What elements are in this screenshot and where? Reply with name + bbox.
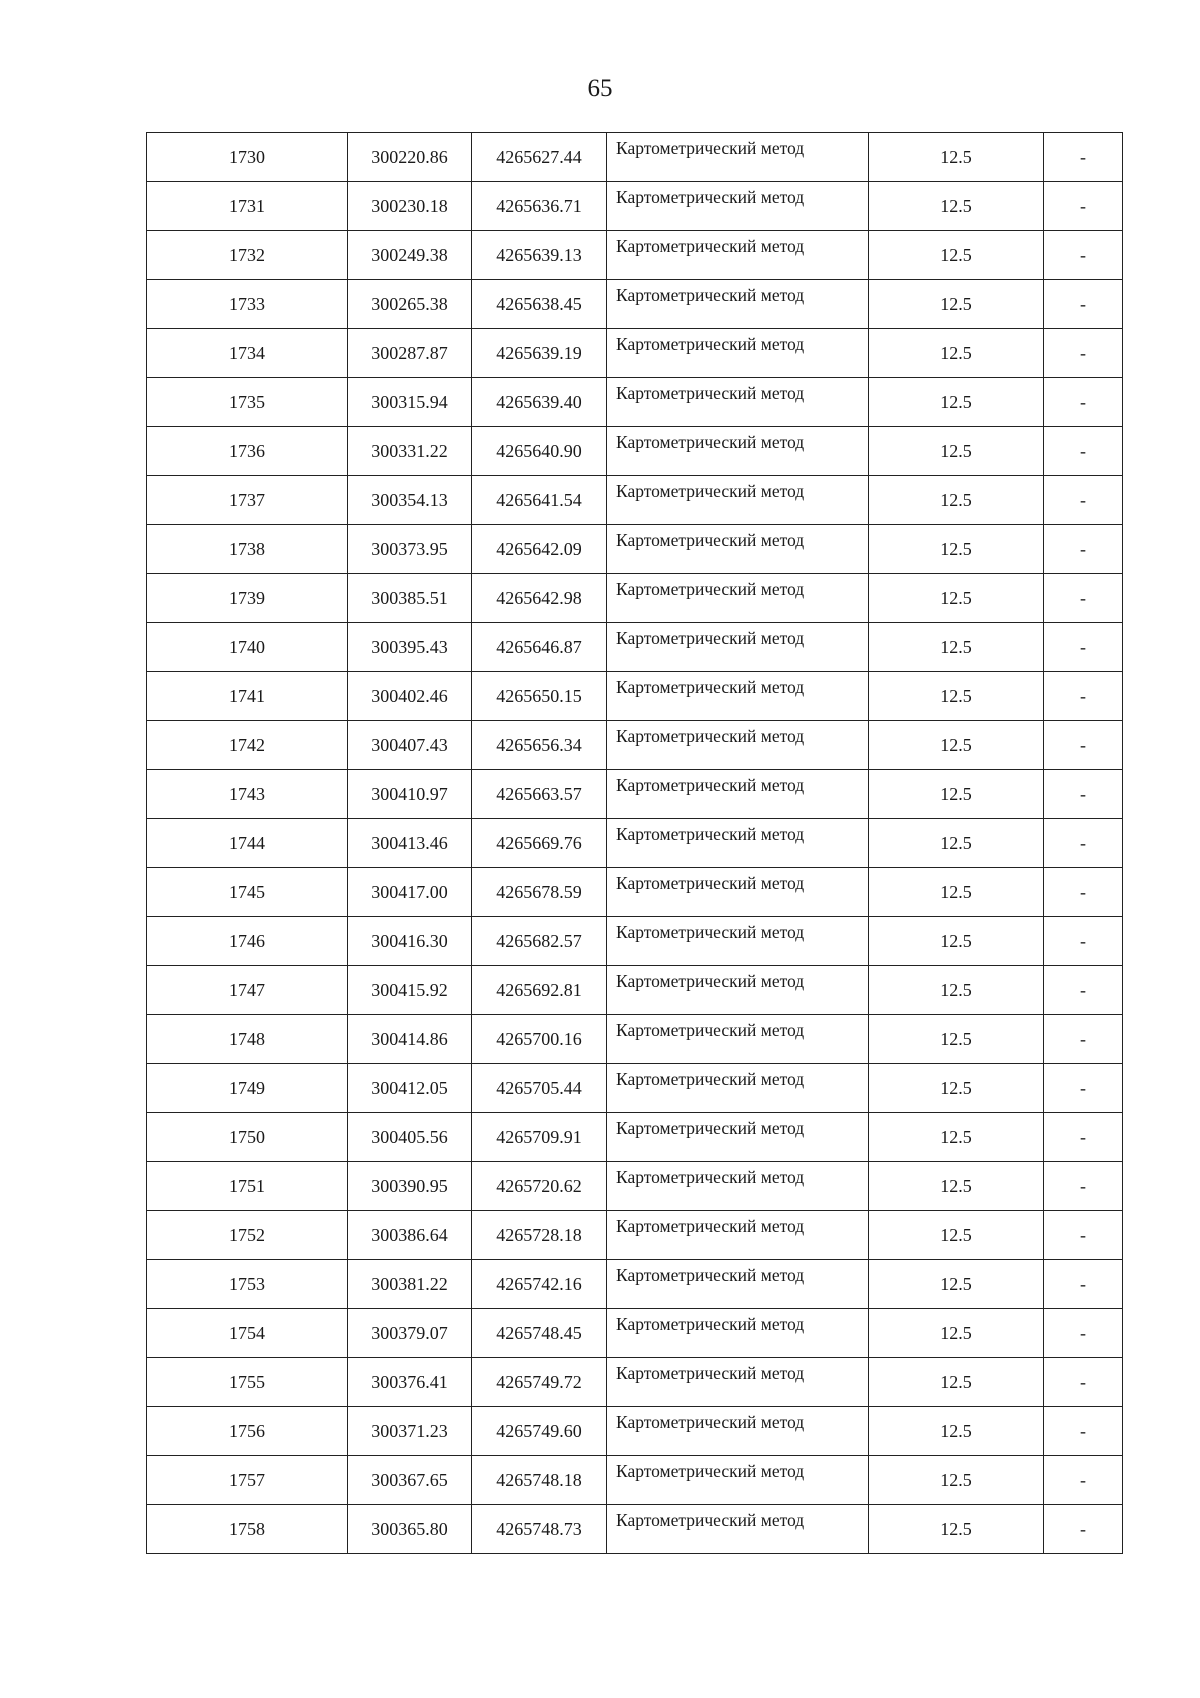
y-coordinate-cell: 4265709.91 [472, 1113, 607, 1162]
note-cell: - [1044, 525, 1123, 574]
y-coordinate-cell: 4265663.57 [472, 770, 607, 819]
point-number-cell: 1738 [147, 525, 348, 574]
y-coordinate-cell: 4265639.19 [472, 329, 607, 378]
method-cell: Картометрический метод [607, 1505, 869, 1554]
y-coordinate-cell: 4265640.90 [472, 427, 607, 476]
table-row [147, 231, 1123, 280]
method-cell: Картометрический метод [607, 1407, 869, 1456]
note-cell: - [1044, 1113, 1123, 1162]
x-coordinate-cell: 300410.97 [348, 770, 472, 819]
y-coordinate-cell: 4265639.13 [472, 231, 607, 280]
table-row [147, 966, 1123, 1015]
method-cell: Картометрический метод [607, 182, 869, 231]
accuracy-cell: 12.5 [869, 966, 1044, 1015]
point-number-cell: 1757 [147, 1456, 348, 1505]
note-cell: - [1044, 427, 1123, 476]
accuracy-cell: 12.5 [869, 819, 1044, 868]
table-row [147, 917, 1123, 966]
table-row [147, 1260, 1123, 1309]
x-coordinate-cell: 300414.86 [348, 1015, 472, 1064]
y-coordinate-cell: 4265748.18 [472, 1456, 607, 1505]
y-coordinate-cell: 4265720.62 [472, 1162, 607, 1211]
method-cell: Картометрический метод [607, 721, 869, 770]
accuracy-cell: 12.5 [869, 1064, 1044, 1113]
accuracy-cell: 12.5 [869, 721, 1044, 770]
point-number-cell: 1752 [147, 1211, 348, 1260]
note-cell: - [1044, 231, 1123, 280]
table-row [147, 574, 1123, 623]
table-row [147, 1113, 1123, 1162]
note-cell: - [1044, 1456, 1123, 1505]
accuracy-cell: 12.5 [869, 1113, 1044, 1162]
point-number-cell: 1749 [147, 1064, 348, 1113]
method-cell: Картометрический метод [607, 966, 869, 1015]
note-cell: - [1044, 819, 1123, 868]
x-coordinate-cell: 300415.92 [348, 966, 472, 1015]
note-cell: - [1044, 280, 1123, 329]
point-number-cell: 1731 [147, 182, 348, 231]
y-coordinate-cell: 4265650.15 [472, 672, 607, 721]
accuracy-cell: 12.5 [869, 427, 1044, 476]
note-cell: - [1044, 770, 1123, 819]
note-cell: - [1044, 1407, 1123, 1456]
x-coordinate-cell: 300407.43 [348, 721, 472, 770]
method-cell: Картометрический метод [607, 231, 869, 280]
accuracy-cell: 12.5 [869, 1456, 1044, 1505]
table-row [147, 672, 1123, 721]
note-cell: - [1044, 329, 1123, 378]
point-number-cell: 1748 [147, 1015, 348, 1064]
accuracy-cell: 12.5 [869, 1358, 1044, 1407]
table-row [147, 1162, 1123, 1211]
table-row [147, 721, 1123, 770]
point-number-cell: 1732 [147, 231, 348, 280]
point-number-cell: 1735 [147, 378, 348, 427]
point-number-cell: 1756 [147, 1407, 348, 1456]
table-row [147, 476, 1123, 525]
note-cell: - [1044, 1358, 1123, 1407]
x-coordinate-cell: 300230.18 [348, 182, 472, 231]
x-coordinate-cell: 300385.51 [348, 574, 472, 623]
method-cell: Картометрический метод [607, 1358, 869, 1407]
table-row [147, 1407, 1123, 1456]
y-coordinate-cell: 4265642.98 [472, 574, 607, 623]
y-coordinate-cell: 4265646.87 [472, 623, 607, 672]
accuracy-cell: 12.5 [869, 1407, 1044, 1456]
y-coordinate-cell: 4265700.16 [472, 1015, 607, 1064]
point-number-cell: 1739 [147, 574, 348, 623]
method-cell: Картометрический метод [607, 1456, 869, 1505]
x-coordinate-cell: 300287.87 [348, 329, 472, 378]
point-number-cell: 1746 [147, 917, 348, 966]
accuracy-cell: 12.5 [869, 917, 1044, 966]
method-cell: Картометрический метод [607, 623, 869, 672]
point-number-cell: 1750 [147, 1113, 348, 1162]
accuracy-cell: 12.5 [869, 1211, 1044, 1260]
note-cell: - [1044, 1064, 1123, 1113]
x-coordinate-cell: 300331.22 [348, 427, 472, 476]
point-number-cell: 1740 [147, 623, 348, 672]
method-cell: Картометрический метод [607, 1015, 869, 1064]
x-coordinate-cell: 300395.43 [348, 623, 472, 672]
accuracy-cell: 12.5 [869, 182, 1044, 231]
note-cell: - [1044, 868, 1123, 917]
accuracy-cell: 12.5 [869, 231, 1044, 280]
point-number-cell: 1733 [147, 280, 348, 329]
x-coordinate-cell: 300354.13 [348, 476, 472, 525]
table-row [147, 427, 1123, 476]
table-row [147, 1015, 1123, 1064]
method-cell: Картометрический метод [607, 868, 869, 917]
point-number-cell: 1741 [147, 672, 348, 721]
accuracy-cell: 12.5 [869, 476, 1044, 525]
accuracy-cell: 12.5 [869, 280, 1044, 329]
point-number-cell: 1743 [147, 770, 348, 819]
table-row [147, 329, 1123, 378]
point-number-cell: 1755 [147, 1358, 348, 1407]
x-coordinate-cell: 300265.38 [348, 280, 472, 329]
y-coordinate-cell: 4265748.73 [472, 1505, 607, 1554]
point-number-cell: 1754 [147, 1309, 348, 1358]
y-coordinate-cell: 4265627.44 [472, 133, 607, 182]
x-coordinate-cell: 300405.56 [348, 1113, 472, 1162]
note-cell: - [1044, 721, 1123, 770]
point-number-cell: 1744 [147, 819, 348, 868]
method-cell: Картометрический метод [607, 1064, 869, 1113]
x-coordinate-cell: 300381.22 [348, 1260, 472, 1309]
x-coordinate-cell: 300365.80 [348, 1505, 472, 1554]
y-coordinate-cell: 4265678.59 [472, 868, 607, 917]
accuracy-cell: 12.5 [869, 1260, 1044, 1309]
note-cell: - [1044, 1260, 1123, 1309]
x-coordinate-cell: 300402.46 [348, 672, 472, 721]
point-number-cell: 1758 [147, 1505, 348, 1554]
table-row [147, 1064, 1123, 1113]
y-coordinate-cell: 4265636.71 [472, 182, 607, 231]
y-coordinate-cell: 4265748.45 [472, 1309, 607, 1358]
table-row [147, 133, 1123, 182]
y-coordinate-cell: 4265656.34 [472, 721, 607, 770]
point-number-cell: 1751 [147, 1162, 348, 1211]
note-cell: - [1044, 182, 1123, 231]
point-number-cell: 1745 [147, 868, 348, 917]
accuracy-cell: 12.5 [869, 623, 1044, 672]
x-coordinate-cell: 300315.94 [348, 378, 472, 427]
y-coordinate-cell: 4265642.09 [472, 525, 607, 574]
method-cell: Картометрический метод [607, 1309, 869, 1358]
point-number-cell: 1753 [147, 1260, 348, 1309]
method-cell: Картометрический метод [607, 917, 869, 966]
table-row [147, 770, 1123, 819]
note-cell: - [1044, 574, 1123, 623]
x-coordinate-cell: 300376.41 [348, 1358, 472, 1407]
note-cell: - [1044, 1505, 1123, 1554]
x-coordinate-cell: 300249.38 [348, 231, 472, 280]
y-coordinate-cell: 4265728.18 [472, 1211, 607, 1260]
y-coordinate-cell: 4265682.57 [472, 917, 607, 966]
accuracy-cell: 12.5 [869, 574, 1044, 623]
accuracy-cell: 12.5 [869, 525, 1044, 574]
method-cell: Картометрический метод [607, 1162, 869, 1211]
method-cell: Картометрический метод [607, 525, 869, 574]
coordinates-table [146, 132, 1123, 1554]
note-cell: - [1044, 672, 1123, 721]
y-coordinate-cell: 4265638.45 [472, 280, 607, 329]
table-row [147, 868, 1123, 917]
table-row [147, 1211, 1123, 1260]
y-coordinate-cell: 4265749.60 [472, 1407, 607, 1456]
note-cell: - [1044, 1211, 1123, 1260]
point-number-cell: 1734 [147, 329, 348, 378]
method-cell: Картометрический метод [607, 476, 869, 525]
note-cell: - [1044, 917, 1123, 966]
y-coordinate-cell: 4265742.16 [472, 1260, 607, 1309]
x-coordinate-cell: 300371.23 [348, 1407, 472, 1456]
y-coordinate-cell: 4265692.81 [472, 966, 607, 1015]
x-coordinate-cell: 300367.65 [348, 1456, 472, 1505]
table-row [147, 623, 1123, 672]
y-coordinate-cell: 4265639.40 [472, 378, 607, 427]
x-coordinate-cell: 300390.95 [348, 1162, 472, 1211]
table-row [147, 1358, 1123, 1407]
y-coordinate-cell: 4265749.72 [472, 1358, 607, 1407]
point-number-cell: 1747 [147, 966, 348, 1015]
x-coordinate-cell: 300373.95 [348, 525, 472, 574]
point-number-cell: 1730 [147, 133, 348, 182]
x-coordinate-cell: 300379.07 [348, 1309, 472, 1358]
y-coordinate-cell: 4265705.44 [472, 1064, 607, 1113]
method-cell: Картометрический метод [607, 672, 869, 721]
point-number-cell: 1742 [147, 721, 348, 770]
point-number-cell: 1737 [147, 476, 348, 525]
x-coordinate-cell: 300386.64 [348, 1211, 472, 1260]
y-coordinate-cell: 4265669.76 [472, 819, 607, 868]
method-cell: Картометрический метод [607, 133, 869, 182]
method-cell: Картометрический метод [607, 819, 869, 868]
accuracy-cell: 12.5 [869, 868, 1044, 917]
method-cell: Картометрический метод [607, 427, 869, 476]
table-row [147, 1505, 1123, 1554]
method-cell: Картометрический метод [607, 329, 869, 378]
accuracy-cell: 12.5 [869, 133, 1044, 182]
x-coordinate-cell: 300417.00 [348, 868, 472, 917]
note-cell: - [1044, 966, 1123, 1015]
note-cell: - [1044, 1015, 1123, 1064]
note-cell: - [1044, 1162, 1123, 1211]
accuracy-cell: 12.5 [869, 770, 1044, 819]
table-row [147, 1456, 1123, 1505]
method-cell: Картометрический метод [607, 1260, 869, 1309]
page-number: 65 [587, 75, 613, 102]
table-row [147, 280, 1123, 329]
x-coordinate-cell: 300413.46 [348, 819, 472, 868]
note-cell: - [1044, 1309, 1123, 1358]
accuracy-cell: 12.5 [869, 1162, 1044, 1211]
table-row [147, 1309, 1123, 1358]
table-row [147, 819, 1123, 868]
accuracy-cell: 12.5 [869, 1505, 1044, 1554]
note-cell: - [1044, 476, 1123, 525]
method-cell: Картометрический метод [607, 574, 869, 623]
y-coordinate-cell: 4265641.54 [472, 476, 607, 525]
note-cell: - [1044, 378, 1123, 427]
accuracy-cell: 12.5 [869, 329, 1044, 378]
method-cell: Картометрический метод [607, 1211, 869, 1260]
x-coordinate-cell: 300220.86 [348, 133, 472, 182]
x-coordinate-cell: 300412.05 [348, 1064, 472, 1113]
table-row [147, 378, 1123, 427]
note-cell: - [1044, 133, 1123, 182]
accuracy-cell: 12.5 [869, 672, 1044, 721]
accuracy-cell: 12.5 [869, 378, 1044, 427]
accuracy-cell: 12.5 [869, 1015, 1044, 1064]
method-cell: Картометрический метод [607, 1113, 869, 1162]
method-cell: Картометрический метод [607, 770, 869, 819]
table-row [147, 182, 1123, 231]
method-cell: Картометрический метод [607, 378, 869, 427]
method-cell: Картометрический метод [607, 280, 869, 329]
x-coordinate-cell: 300416.30 [348, 917, 472, 966]
point-number-cell: 1736 [147, 427, 348, 476]
table-row [147, 525, 1123, 574]
coordinates-table-body [147, 133, 1123, 1554]
note-cell: - [1044, 623, 1123, 672]
accuracy-cell: 12.5 [869, 1309, 1044, 1358]
